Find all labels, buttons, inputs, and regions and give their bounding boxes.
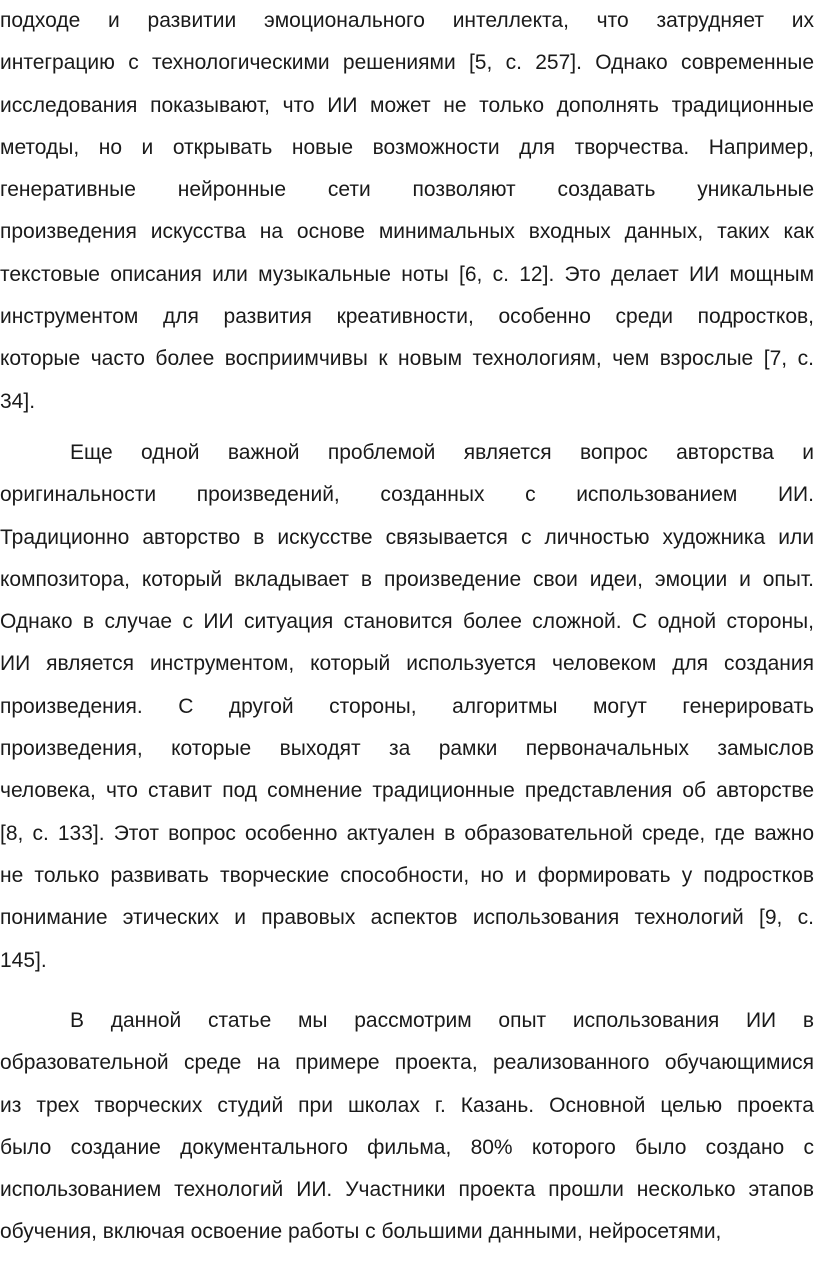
text-line: оригинальности произведений, созданных с использованием ИИ.: [0, 483, 814, 507]
text-line: произведения. С другой стороны, алгоритмы могут генерировать: [0, 694, 814, 718]
text-line: методы, но и открывать новые возможности для творчества. Например,: [0, 135, 814, 159]
text-line: понимание этических и правовых аспектов использования технологий [9, с.: [0, 906, 814, 930]
text-line: произведения искусства на основе минимальных входных данных, таких как: [0, 220, 814, 244]
text-line: которые часто более восприимчивы к новым технологиям, чем взрослые [7, с.: [0, 347, 814, 371]
text-line: 145].: [0, 948, 47, 972]
text-line: инструментом для развития креативности, особенно среди подростков,: [0, 305, 814, 329]
text-line: образовательной среде на примере проекта, реализованного обучающимися: [0, 1051, 814, 1075]
text-line: подходе и развитии эмоционального интеллекта, что затрудняет их: [0, 9, 814, 32]
text-line: исследования показывают, что ИИ может не только дополнять традиционные: [0, 93, 814, 117]
text-line: ИИ является инструментом, который используется человеком для создания: [0, 652, 814, 676]
text-line: было создание документального фильма, 80% которого было создано с: [0, 1135, 814, 1159]
text-line: [8, с. 133]. Этот вопрос особенно актуален в образовательной среде, где важно: [0, 821, 814, 845]
text-line: из трех творческих студий при школах г. Казань. Основной целью проекта: [0, 1093, 814, 1117]
text-line: В данной статье мы рассмотрим опыт использования ИИ в: [70, 1009, 814, 1032]
paragraph-article-scope: [0, 1000, 814, 1254]
text-line: Традиционно авторство в искусстве связывается с личностью художника или: [0, 525, 814, 549]
text-line: генеративные нейронные сети позволяют создавать уникальные: [0, 178, 814, 202]
text-line: человека, что ставит под сомнение традиционные представления об авторстве: [0, 779, 814, 803]
text-line: использованием технологий ИИ. Участники проекта прошли несколько этапов: [0, 1178, 814, 1202]
paragraph-authorship: [0, 432, 814, 982]
text-line: не только развивать творческие способности, но и формировать у подростков: [0, 863, 814, 887]
paragraph-continuation: [0, 0, 814, 423]
text-line: интеграцию с технологическими решениями [5, с. 257]. Однако современные: [0, 51, 814, 75]
text-line: произведения, которые выходят за рамки первоначальных замыслов: [0, 737, 814, 761]
text-line: 34].: [0, 389, 36, 413]
text-line: обучения, включая освоение работы с большими данными, нейросетями,: [0, 1220, 722, 1244]
text-line: текстовые описания или музыкальные ноты [6, с. 12]. Это делает ИИ мощным: [0, 262, 814, 286]
text-line: Однако в случае с ИИ ситуация становится более сложной. С одной стороны,: [0, 610, 814, 634]
text-line: композитора, который вкладывает в произведение свои идеи, эмоции и опыт.: [0, 567, 814, 591]
text-line: Еще одной важной проблемой является вопрос авторства и: [70, 441, 814, 464]
